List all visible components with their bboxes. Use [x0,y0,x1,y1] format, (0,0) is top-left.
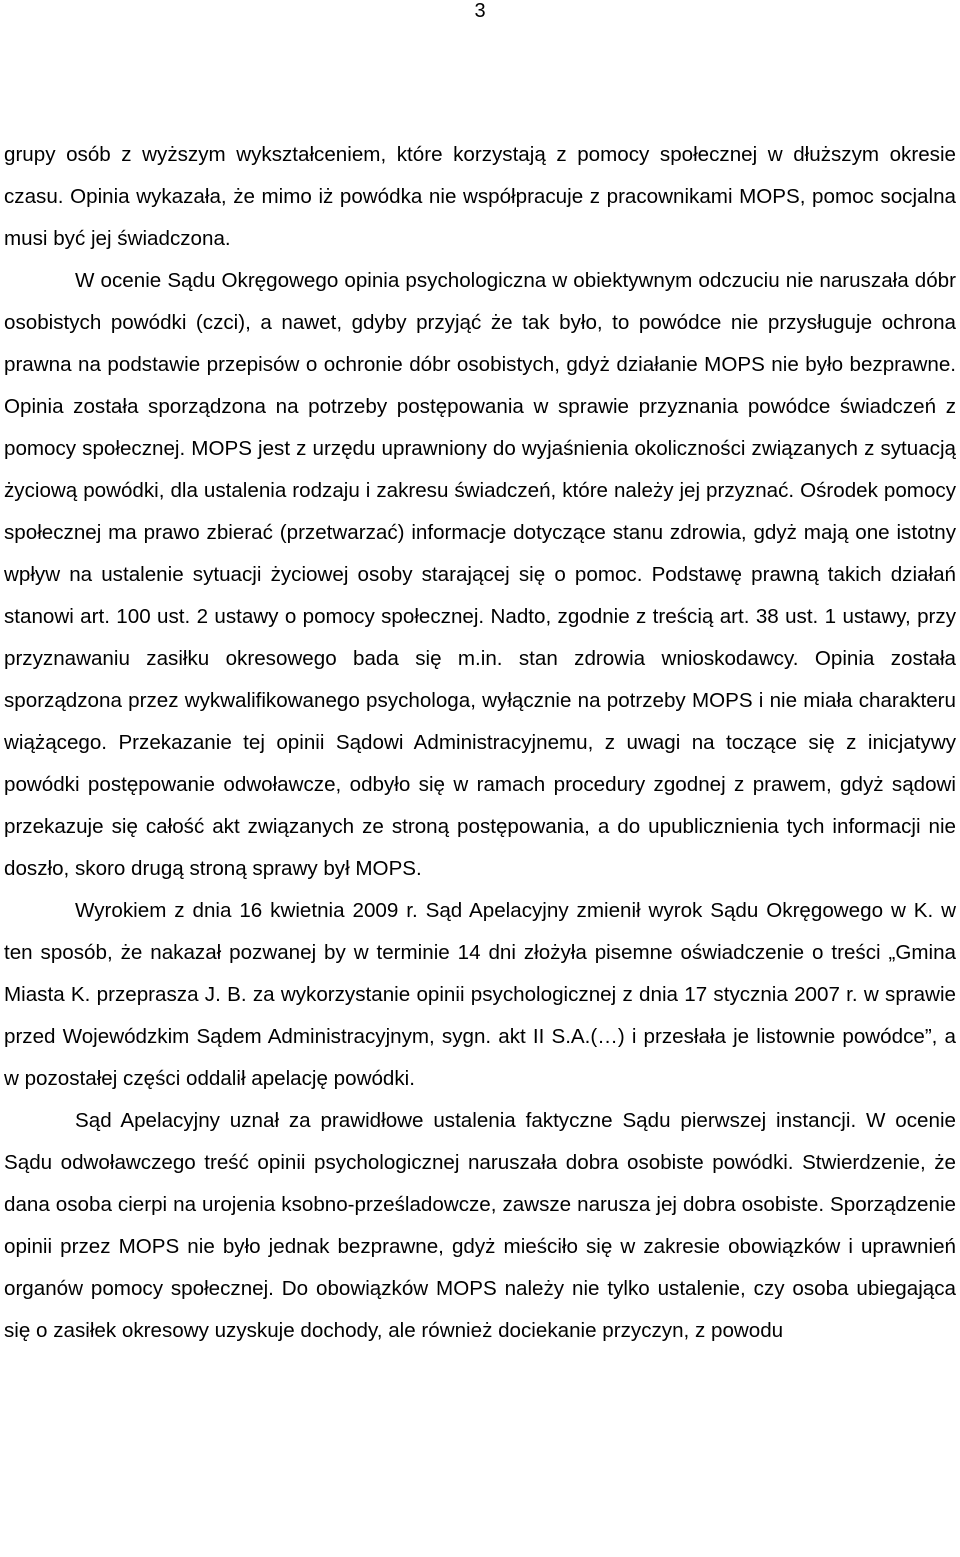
paragraph-district-court-assessment: W ocenie Sądu Okręgowego opinia psychologiczna w obiektywnym odczuciu nie naruszała dóbr osobistych powódki (czci), a nawet, gdyby przyjąć że tak było, to powódce nie przysługuje ochrona prawna na podstawie przepisów o ochronie dóbr osobistych, gdyż działanie MOPS nie było bezprawne. Opinia została sporządzona na potrzeby postępowania w sprawie przyznania powódce świadczeń z pomocy społecznej. MOPS jest z urzędu uprawniony do wyjaśnienia okoliczności związanych z sytuacją życiową powódki, dla ustalenia rodzaju i zakresu świadczeń, które należy jej przyznać. Ośrodek pomocy społecznej ma prawo zbierać (przetwarzać) informacje dotyczące stanu zdrowia, gdyż mają one istotny wpływ na ustalenie sytuacji życiowej osoby starającej się o pomoc. Podstawę prawną takich działań stanowi art. 100 ust. 2 ustawy o pomocy społecznej. Nadto, zgodnie z treścią art. 38 ust. 1 ustawy, przy przyznawaniu zasiłku okresowego bada się m.in. stan zdrowia wnioskodawcy. Opinia została sporządzona przez wykwalifikowanego psychologa, wyłącznie na potrzeby MOPS i nie miała charakteru wiążącego. Przekazanie tej opinii Sądowi Administracyjnemu, z uwagi na toczące się z inicjatywy powódki postępowanie odwoławcze, odbyło się w ramach procedury zgodnej z prawem, gdyż sądowi przekazuje się całość akt związanych ze stroną postępowania, a do upublicznienia tych informacji nie doszło, skoro drugą stroną sprawy był MOPS. [4,269,956,880]
paragraph-continuation: grupy osób z wyższym wykształceniem, które korzystają z pomocy społecznej w dłuższym okresie czasu. Opinia wykazała, że mimo iż powódka nie współpracuje z pracownikami MOPS, pomoc socjalna musi być jej świadczona. [4,143,956,250]
document-body [4,134,956,1352]
paragraph-appeal-judgment: Wyrokiem z dnia 16 kwietnia 2009 r. Sąd Apelacyjny zmienił wyrok Sądu Okręgowego w K. w ten sposób, że nakazał pozwanej by w terminie 14 dni złożyła pisemne oświadczenie o treści „Gmina Miasta K. przeprasza J. B. za wykorzystanie opinii psychologicznej z dnia 17 stycznia 2007 r. w sprawie przed Wojewódzkim Sądem Administracyjnym, sygn. akt II S.A.(…) i przesłała je listownie powódce”, a w pozostałej części oddalił apelację powódki. [4,899,956,1090]
page-number: 3 [474,0,486,22]
paragraph-appeal-court-reasoning: Sąd Apelacyjny uznał za prawidłowe ustalenia faktyczne Sądu pierwszej instancji. W ocenie Sądu odwoławczego treść opinii psychologicznej naruszała dobra osobiste powódki. Stwierdzenie, że dana osoba cierpi na urojenia ksobno-prześladowcze, zawsze narusza jej dobra osobiste. Sporządzenie opinii przez MOPS nie było jednak bezprawne, gdyż mieściło się w zakresie obowiązków i uprawnień organów pomocy społecznej. Do obowiązków MOPS należy nie tylko ustalenie, czy osoba ubiegająca się o zasiłek okresowy uzyskuje dochody, ale również dociekanie przyczyn, z powodu [4,1109,956,1342]
